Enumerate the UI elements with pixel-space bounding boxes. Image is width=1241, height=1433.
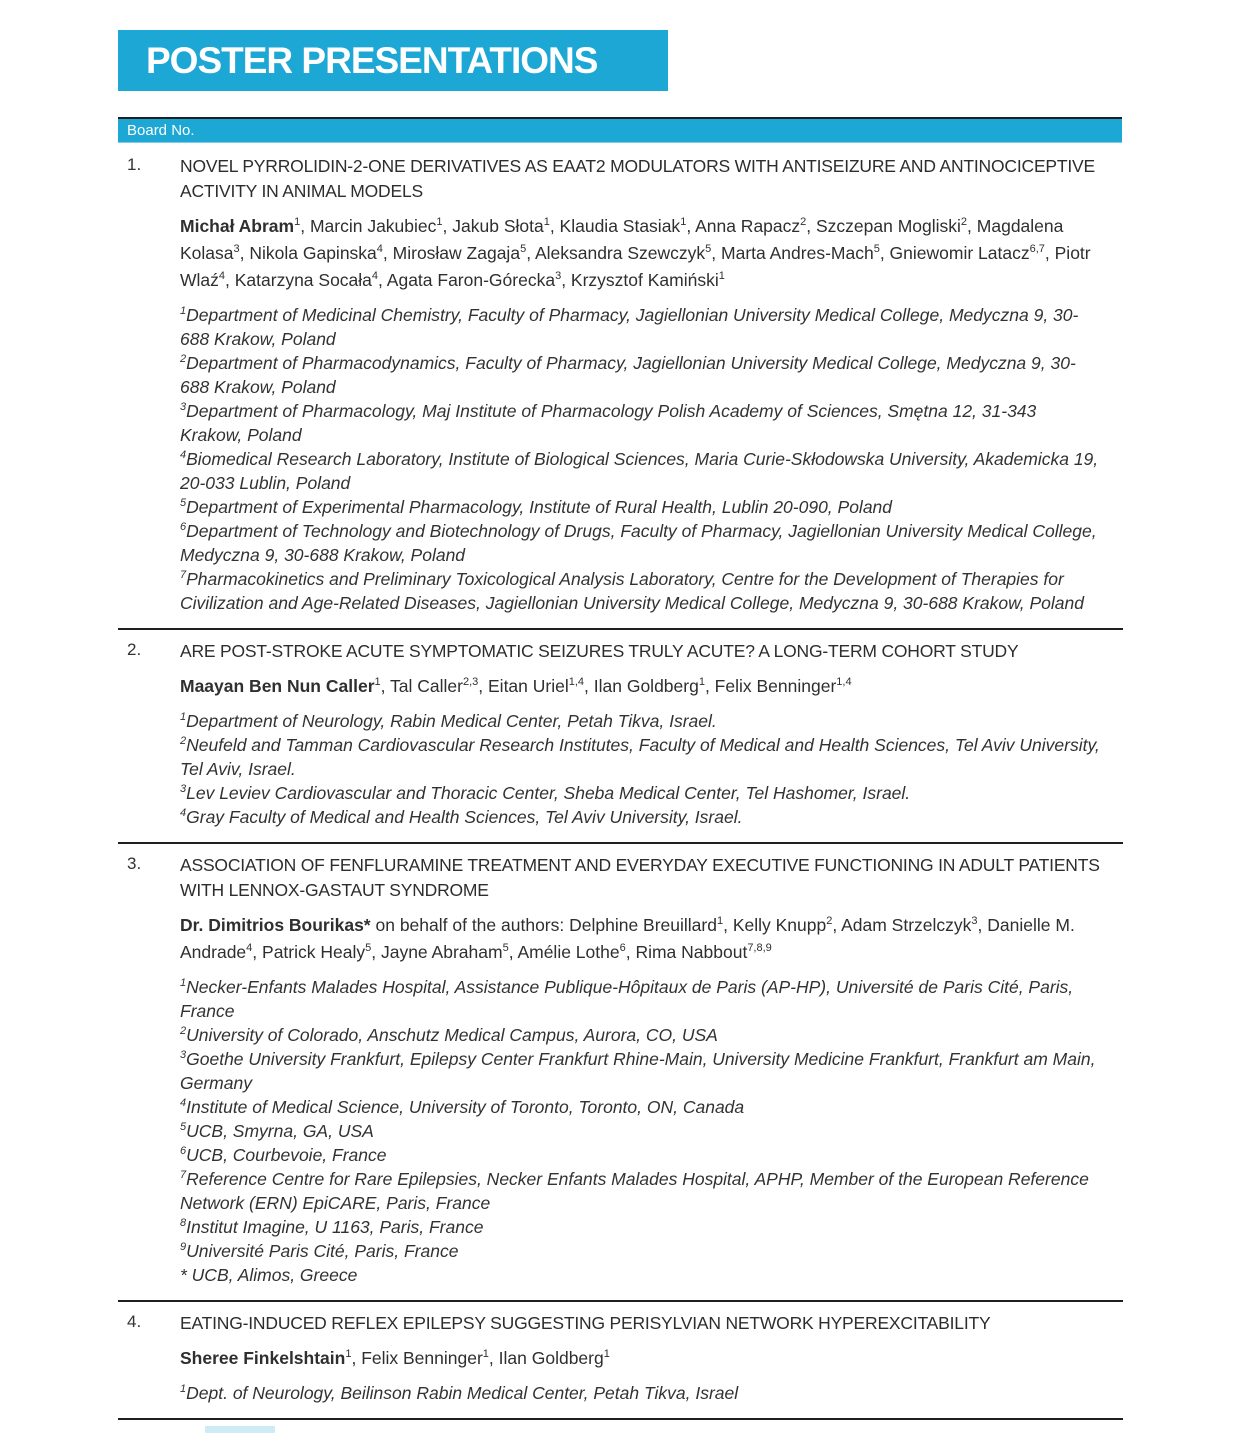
entry-affiliations: [180, 303, 1100, 615]
entry-body: [180, 853, 1100, 1287]
author-affiliation-superscript: 4: [376, 243, 383, 256]
board-no-bar: [118, 117, 1122, 143]
entry-title: NOVEL PYRROLIDIN-2-ONE DERIVATIVES AS EAAT2 MODULATORS WITH ANTISEIZURE AND ANTINOCICEPTIVE ACTIVITY IN ANIMAL MODELS: [180, 156, 1095, 201]
affiliation-superscript: 2: [180, 353, 187, 366]
affiliation-superscript: 4: [180, 807, 187, 820]
author-affiliation-superscript: 1: [345, 1348, 352, 1361]
affiliation-line: $^1$Department of Medicinal Chemistry, Faculty of Pharmacy, Jagiellonian University Medical College, Medyczna 9, 30-688 Krakow, Poland: [180, 305, 1079, 349]
page-title: POSTER PRESENTATIONS: [146, 39, 598, 81]
author-affiliation-superscript: 5: [705, 243, 712, 256]
author-affiliation-superscript: 1: [374, 676, 381, 689]
author-affiliation-superscript: 1: [680, 216, 687, 229]
affiliation-superscript: 1: [180, 305, 187, 318]
author-name: , Rima Nabbout: [625, 942, 748, 962]
entry-authors: [180, 673, 1100, 700]
affiliation-superscript: 3: [180, 783, 187, 796]
author-name: Dr. Dimitrios Bourikas*: [180, 915, 371, 935]
author-name: , Piotr Wlaź: [180, 243, 1091, 290]
affiliation-superscript: 6: [180, 1145, 187, 1158]
affiliation-superscript: 3: [180, 1049, 187, 1062]
author-name: , Patrick Healy: [252, 942, 366, 962]
author-name: , Anna Rapacz: [686, 216, 801, 236]
author-affiliation-superscript: 7,8,9: [747, 942, 772, 955]
author-name: , Felix Benninger: [351, 1348, 483, 1368]
author-name: , Amélie Lothe: [508, 942, 620, 962]
author-name: , Ilan Goldberg: [584, 676, 699, 696]
entry-title: ARE POST-STROKE ACUTE SYMPTOMATIC SEIZURES TRULY ACUTE? A LONG-TERM COHORT STUDY: [180, 641, 1019, 661]
affiliation-superscript: 8: [180, 1217, 187, 1230]
poster-entry: [118, 145, 1123, 630]
affiliation-line: $^4$Institute of Medical Science, University of Toronto, Toronto, ON, Canada: [180, 1097, 745, 1117]
author-affiliation-superscript: 2: [826, 915, 833, 928]
author-name: Maayan Ben Nun Caller: [180, 676, 375, 696]
entries-list: [118, 145, 1123, 1420]
affiliation-line: $^8$Institut Imagine, U 1163, Paris, France: [180, 1217, 484, 1237]
author-name: , Klaudia Stasiak: [549, 216, 681, 236]
entry-title: EATING-INDUCED REFLEX EPILEPSY SUGGESTING PERISYLVIAN NETWORK HYPEREXCITABILITY: [180, 1313, 991, 1333]
author-name: , Danielle M. Andrade: [180, 915, 1075, 962]
header-banner: [118, 30, 668, 91]
affiliation-line: $^1$Department of Neurology, Rabin Medical Center, Petah Tikva, Israel.: [180, 711, 717, 731]
poster-entry: [118, 630, 1123, 844]
affiliation-superscript: 5: [180, 497, 187, 510]
affiliation-line: $^1$Dept. of Neurology, Beilinson Rabin Medical Center, Petah Tikva, Israel: [180, 1383, 739, 1403]
affiliation-superscript: 3: [180, 401, 187, 414]
author-affiliation-superscript: 3: [971, 915, 978, 928]
author-affiliation-superscript: 1: [436, 216, 443, 229]
affiliation-line: $^3$Department of Pharmacology, Maj Institute of Pharmacology Polish Academy of Sciences, Smętna 12, 31-343 Krakow, Poland: [180, 401, 1037, 445]
affiliation-line: $^2$Neufeld and Tamman Cardiovascular Research Institutes, Faculty of Medical and Health Sciences, Tel Aviv University, Tel Aviv, Israel.: [180, 735, 1100, 779]
affiliation-line: $^7$Reference Centre for Rare Epilepsies, Necker Enfants Malades Hospital, APHP, Member of the European Reference Network (ERN) EpiCARE, Paris, France: [180, 1169, 1089, 1213]
entry-authors: [180, 213, 1100, 294]
author-affiliation-superscript: 1: [698, 676, 705, 689]
board-number: 3.: [127, 854, 142, 873]
author-name: , Aleksandra Szewczyk: [526, 243, 706, 263]
author-affiliation-superscript: 1: [718, 270, 725, 283]
board-number: 1.: [127, 155, 142, 174]
entry-body: [180, 154, 1100, 615]
affiliation-line: $^9$Université Paris Cité, Paris, France: [180, 1241, 459, 1261]
author-affiliation-superscript: 5: [873, 243, 880, 256]
affiliation-superscript: 4: [180, 1097, 187, 1110]
entry-body: [180, 639, 1100, 829]
author-affiliation-superscript: 1,4: [568, 676, 585, 689]
board-number: 2.: [127, 640, 142, 659]
affiliation-line: $^3$Lev Leviev Cardiovascular and Thoracic Center, Sheba Medical Center, Tel Hashomer, Israel.: [180, 783, 911, 803]
affiliation-superscript: 1: [180, 711, 187, 724]
author-affiliation-superscript: 2,3: [462, 676, 479, 689]
affiliation-line: $^2$Department of Pharmacodynamics, Faculty of Pharmacy, Jagiellonian University Medical College, Medyczna 9, 30-688 Krakow, Poland: [180, 353, 1076, 397]
author-affiliation-superscript: 1: [716, 915, 724, 928]
author-name: , Kelly Knupp: [723, 915, 827, 935]
affiliation-line: $^5$UCB, Smyrna, GA, USA: [180, 1121, 374, 1141]
entry-body: [180, 1311, 1100, 1405]
affiliation-line: $^4$Gray Faculty of Medical and Health Sciences, Tel Aviv University, Israel.: [180, 807, 743, 827]
author-affiliation-superscript: 4: [218, 270, 226, 283]
entry-affiliations: [180, 709, 1100, 829]
affiliation-line: * UCB, Alimos, Greece: [180, 1265, 358, 1285]
author-affiliation-superscript: 1: [294, 216, 301, 229]
poster-entry: [118, 844, 1123, 1302]
affiliation-superscript: 9: [180, 1241, 187, 1254]
entry-title: ASSOCIATION OF FENFLURAMINE TREATMENT AND EVERYDAY EXECUTIVE FUNCTIONING IN ADULT PATIENTS WITH LENNOX-GASTAUT SYNDROME: [180, 855, 1100, 900]
author-name: , Ilan Goldberg: [488, 1348, 604, 1368]
author-name: , Szczepan Mogliski: [806, 216, 961, 236]
affiliation-line: $^1$Necker-Enfants Malades Hospital, Assistance Publique-Hôpitaux de Paris (AP-HP), Université de Paris Cité, Paris, France: [180, 977, 1074, 1021]
author-affiliation-superscript: 1,4: [836, 676, 852, 689]
author-affiliation-superscript: 2: [960, 216, 968, 229]
author-affiliation-superscript: 5: [520, 243, 527, 256]
affiliation-superscript: 1: [180, 1383, 187, 1396]
author-affiliation-superscript: 5: [365, 942, 372, 955]
author-name: on behalf of the authors: Delphine Breuillard: [370, 915, 717, 935]
author-affiliation-superscript: 1: [543, 216, 550, 229]
author-name: , Agata Faron-Górecka: [378, 270, 556, 290]
affiliation-superscript: 7: [180, 1169, 187, 1182]
affiliation-superscript: 1: [180, 977, 187, 990]
author-name: Michał Abram: [180, 216, 295, 236]
board-no-label: Board No.: [127, 122, 195, 139]
author-affiliation-superscript: 1: [482, 1348, 489, 1361]
author-affiliation-superscript: 2: [800, 216, 807, 229]
author-affiliation-superscript: 1: [603, 1348, 610, 1361]
author-affiliation-superscript: 6: [619, 942, 626, 955]
author-affiliation-superscript: 3: [233, 243, 240, 256]
affiliation-superscript: 4: [180, 449, 187, 462]
affiliation-superscript: 6: [180, 521, 187, 534]
entry-affiliations: [180, 1381, 1100, 1405]
author-affiliation-superscript: 4: [246, 942, 253, 955]
affiliation-superscript: 5: [180, 1121, 187, 1134]
affiliation-line: $^2$University of Colorado, Anschutz Medical Campus, Aurora, CO, USA: [180, 1025, 718, 1045]
poster-entry: [118, 1302, 1123, 1420]
affiliation-line: $^7$Pharmacokinetics and Preliminary Toxicological Analysis Laboratory, Centre for the Development of Therapies for Civilization and Age-Related Diseases, Jagiellonian University Medical College, Medyczna 9, 30-688 Krakow, Poland: [180, 569, 1084, 613]
author-affiliation-superscript: 6,7: [1029, 243, 1045, 256]
affiliation-superscript: 2: [180, 735, 187, 748]
author-name: , Adam Strzelczyk: [832, 915, 972, 935]
board-number: 4.: [127, 1312, 142, 1331]
affiliation-superscript: 2: [180, 1025, 187, 1038]
author-name: Sheree Finkelshtain: [180, 1348, 346, 1368]
affiliation-line: $^6$Department of Technology and Biotechnology of Drugs, Faculty of Pharmacy, Jagiellonian University Medical College, Medyczna 9, 30-688 Krakow, Poland: [180, 521, 1097, 565]
author-name: , Mirosław Zagaja: [382, 243, 521, 263]
author-name: , Magdalena Kolasa: [180, 216, 1064, 263]
author-affiliation-superscript: 3: [555, 270, 562, 283]
author-name: , Tal Caller: [380, 676, 463, 696]
author-name: , Felix Benninger: [704, 676, 837, 696]
author-name: , Marcin Jakubiec: [300, 216, 437, 236]
entry-authors: [180, 1345, 1100, 1372]
author-name: , Nikola Gapinska: [239, 243, 377, 263]
entry-affiliations: [180, 975, 1100, 1287]
author-name: , Katarzyna Socała: [225, 270, 372, 290]
author-name: , Jakub Słota: [442, 216, 544, 236]
author-affiliation-superscript: 4: [371, 270, 379, 283]
author-name: , Gniewomir Latacz: [879, 243, 1030, 263]
affiliation-superscript: 7: [180, 569, 187, 582]
entry-authors: [180, 912, 1100, 966]
affiliation-line: $^5$Department of Experimental Pharmacology, Institute of Rural Health, Lublin 20-090, Poland: [180, 497, 893, 517]
next-section-partial-bar: [205, 1426, 275, 1433]
affiliation-line: $^4$Biomedical Research Laboratory, Institute of Biological Sciences, Maria Curie-Skłodowska University, Akademicka 19, 20-033 Lublin, Poland: [180, 449, 1099, 493]
author-name: , Eitan Uriel: [478, 676, 569, 696]
affiliation-line: $^3$Goethe University Frankfurt, Epilepsy Center Frankfurt Rhine-Main, University Medicine Frankfurt, Frankfurt am Main, Germany: [180, 1049, 1096, 1093]
author-name: , Marta Andres-Mach: [711, 243, 874, 263]
author-affiliation-superscript: 5: [502, 942, 509, 955]
affiliation-line: $^6$UCB, Courbevoie, France: [180, 1145, 387, 1165]
author-name: , Jayne Abraham: [371, 942, 503, 962]
author-name: , Krzysztof Kamiński: [561, 270, 719, 290]
